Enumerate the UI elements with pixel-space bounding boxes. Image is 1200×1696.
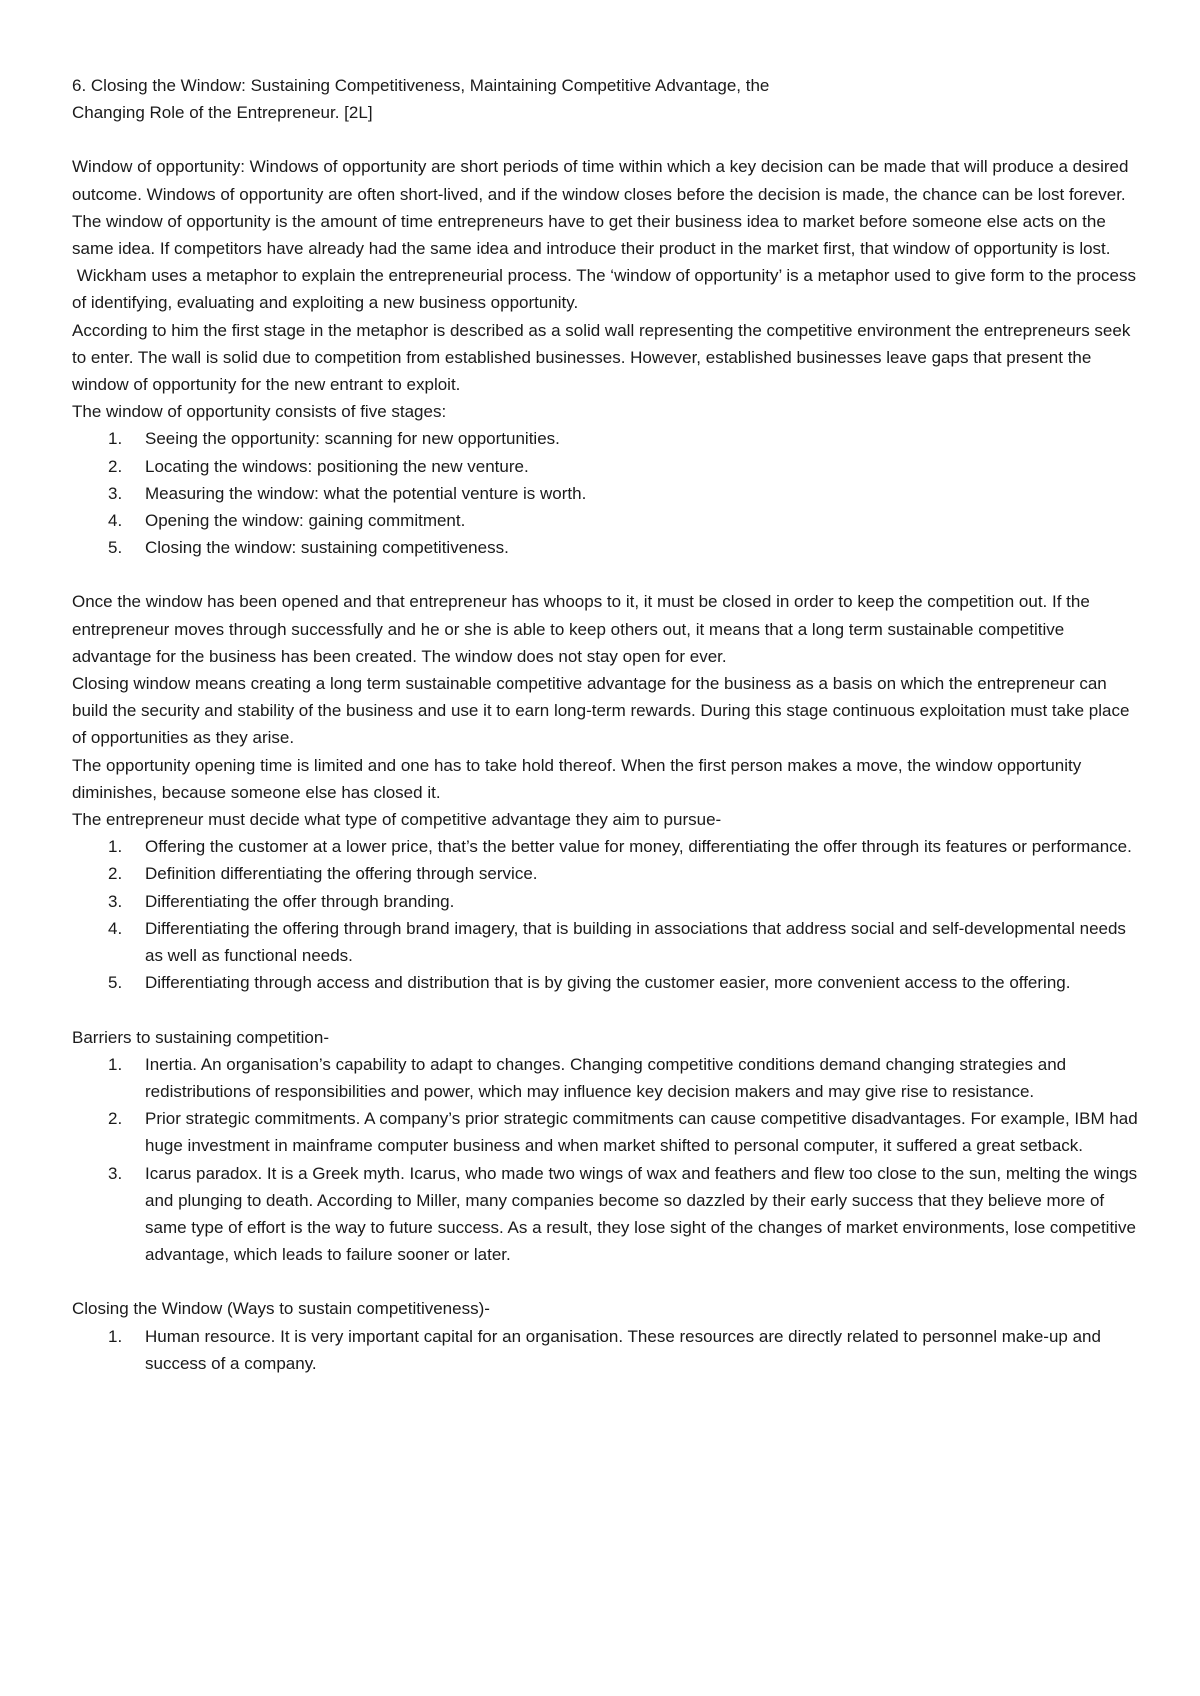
list-item: 2. Locating the windows: positioning the new venture.	[108, 456, 529, 476]
paragraph-closing-window: Closing window means creating a long term sustainable competitive advantage for the business as a basis on which the entrepreneur can build the security and stability of the business and use it to earn long-term rewards. During this stage continuous exploitation must take place of opportunities as they arise.	[72, 674, 1130, 748]
advantages-list	[72, 833, 1147, 996]
stages-list	[72, 425, 1147, 561]
spacer	[72, 126, 1147, 153]
list-item: 1. Human resource. It is very important capital for an organisation. These resources are directly related to personnel make-up and success of a company.	[108, 1326, 1101, 1373]
spacer	[72, 1268, 1147, 1295]
list-item: 3. Measuring the window: what the potential venture is worth.	[108, 483, 587, 503]
list-item: 5. Differentiating through access and distribution that is by giving the customer easier, more convenient access to the offering.	[108, 973, 1071, 993]
document-page	[72, 72, 1147, 1377]
paragraph-wickham-metaphor: Wickham uses a metaphor to explain the entrepreneurial process. The ‘window of opportunity’ is a metaphor used to give form to the process of identifying, evaluating and exploiting a new business opportunity.	[72, 266, 1141, 313]
section-heading-line-1: 6. Closing the Window: Sustaining Competitiveness, Maintaining Competitive Advantage, the	[72, 76, 770, 95]
section-heading-line-2: Changing Role of the Entrepreneur. [2L]	[72, 103, 373, 123]
paragraph-advantage-intro: The entrepreneur must decide what type of competitive advantage they aim to pursue-	[72, 810, 722, 830]
ways-heading: Closing the Window (Ways to sustain competitiveness)-	[72, 1299, 490, 1319]
list-item: 1. Seeing the opportunity: scanning for new opportunities.	[108, 429, 560, 449]
spacer	[72, 997, 1147, 1024]
paragraph-solid-wall: According to him the first stage in the metaphor is described as a solid wall representing the competitive environment the entrepreneurs seek to enter. The wall is solid due to competition from established businesses. However, established businesses leave gaps that present the window of opportunity for the new entrant to exploit.	[72, 320, 1131, 395]
spacer	[72, 561, 1147, 588]
paragraph-five-stages-intro: The window of opportunity consists of five stages:	[72, 402, 447, 422]
list-item: 3. Differentiating the offer through branding.	[108, 891, 455, 911]
paragraph-window-definition: Window of opportunity: Windows of opportunity are short periods of time within which a key decision can be made that will produce a desired outcome. Windows of opportunity are often short-lived, and if the window closes before the decision is made, the chance can be lost forever.	[72, 157, 1129, 204]
paragraph-window-time: The window of opportunity is the amount of time entrepreneurs have to get their business idea to market before someone else acts on the same idea. If competitors have already had the same idea and introduce their product in the market first, that window of opportunity is lost.	[72, 211, 1111, 259]
list-item: 2. Prior strategic commitments. A company’s prior strategic commitments can cause competitive disadvantages. For example, IBM had huge investment in mainframe computer business and when market shifted to personal computer, it suffered a great setback.	[108, 1109, 1138, 1156]
paragraph-window-opened: Once the window has been opened and that entrepreneur has whoops to it, it must be closed in order to keep the competition out. If the entrepreneur moves through successfully and he or she is able to keep others out, it means that a long term sustainable competitive advantage for the business has been created. The window does not stay open for ever.	[72, 592, 1090, 666]
list-item: 3. Icarus paradox. It is a Greek myth. Icarus, who made two wings of wax and feathers and flew too close to the sun, melting the wings and plunging to death. According to Miller, many companies become so dazzled by their early success that they believe more of same type of effort is the way to future success. As a result, they lose sight of the changes of market environments, lose competitive advantage, which leads to failure sooner or later.	[108, 1163, 1138, 1265]
barriers-list	[72, 1051, 1147, 1269]
list-item: 1. Inertia. An organisation’s capability to adapt to changes. Changing competitive conditions demand changing strategies and redistributions of responsibilities and power, which may influence key decision makers and may give rise to resistance.	[108, 1054, 1067, 1101]
list-item: 2. Definition differentiating the offering through service.	[108, 864, 538, 884]
barriers-heading: Barriers to sustaining competition-	[72, 1027, 330, 1047]
list-item: 4. Differentiating the offering through brand imagery, that is building in associations that address social and self-developmental needs as well as functional needs.	[108, 918, 1126, 966]
ways-list	[72, 1323, 1147, 1377]
list-item: 4. Opening the window: gaining commitment.	[108, 511, 466, 531]
list-item: 5. Closing the window: sustaining competitiveness.	[108, 538, 509, 558]
list-item: 1. Offering the customer at a lower price, that’s the better value for money, differentiating the offer through its features or performance.	[108, 837, 1132, 857]
paragraph-opening-time: The opportunity opening time is limited and one has to take hold thereof. When the first person makes a move, the window opportunity diminishes, because someone else has closed it.	[72, 755, 1082, 802]
